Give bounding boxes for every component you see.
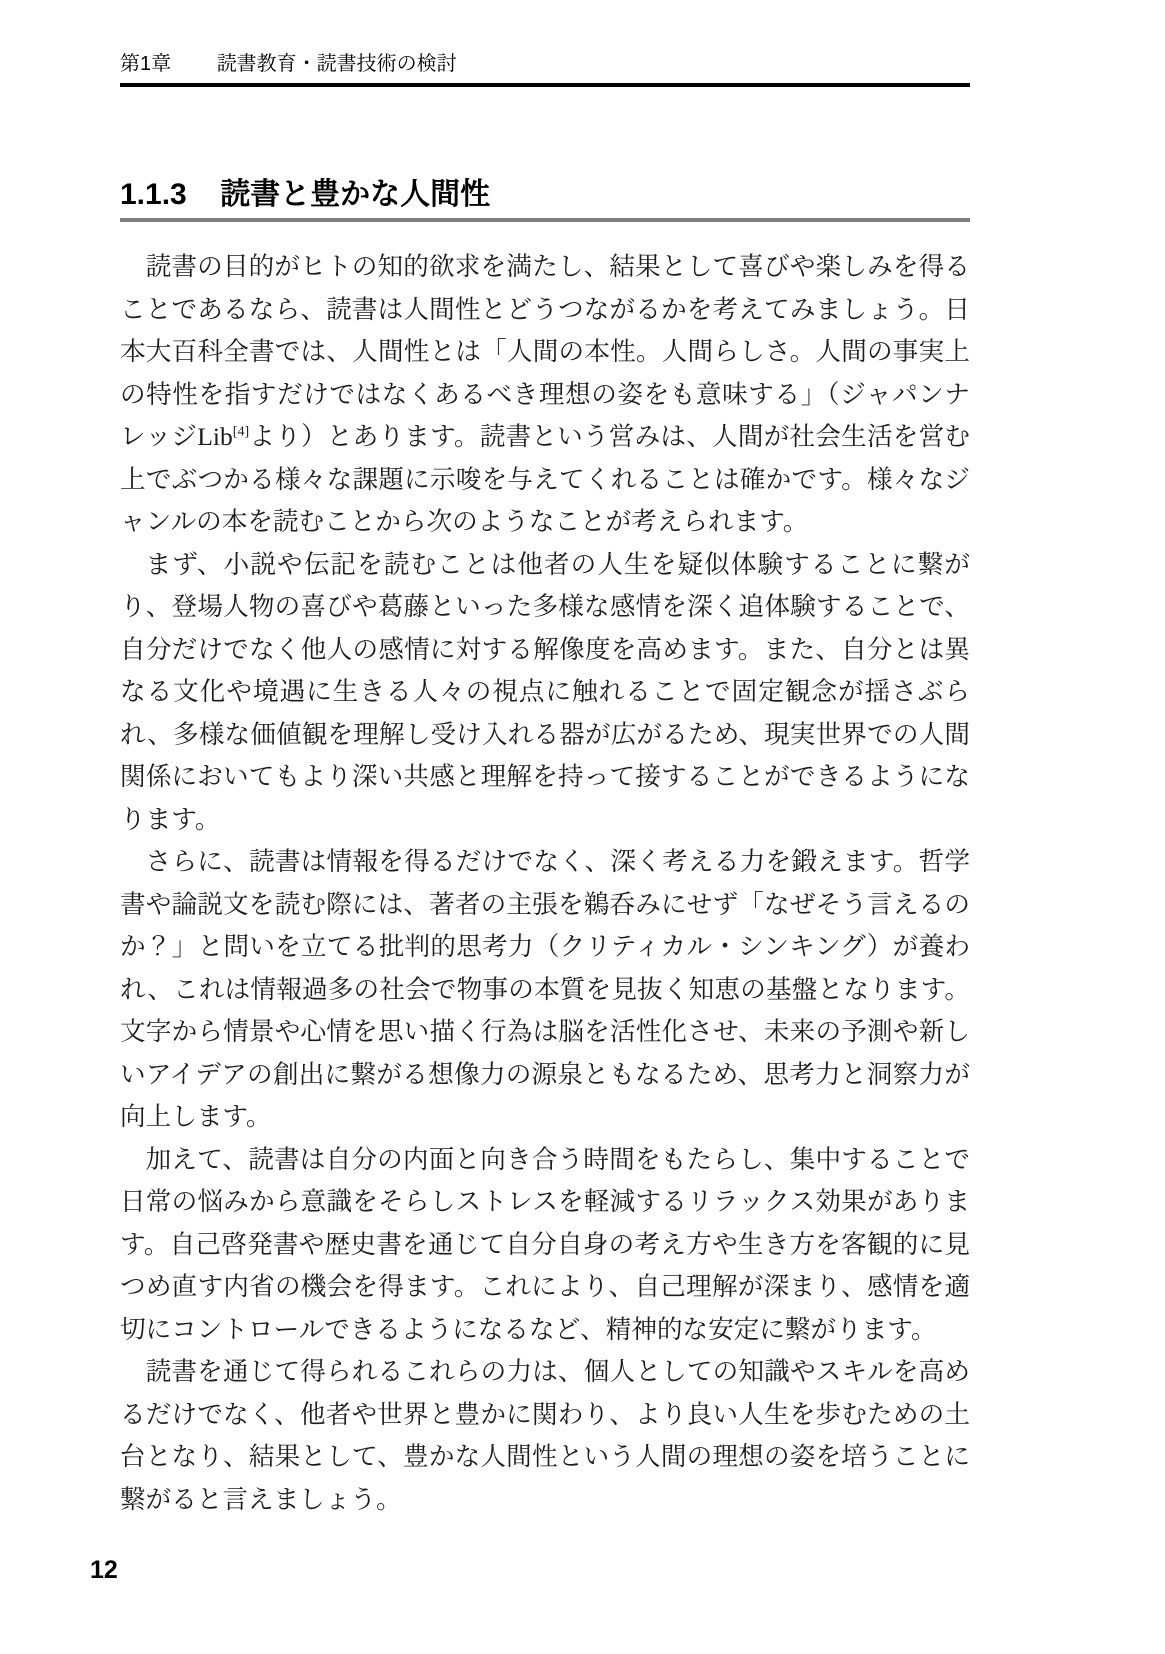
text-run: 読書の目的がヒトの知的欲求を満たし、結果として喜びや楽しみを得ることであるなら、読書は人間性とどうつながるかを考えてみましょう。日本大百科全書では、人間性とは「人間の本性。人間らしさ。人間の事実上の特性を指すだけではなくあるべき理想の姿をも意味する」（ジャパンナレッジLib: [120, 252, 970, 451]
footnote-ref: [4]: [232, 423, 250, 440]
header-rule: [120, 83, 970, 87]
text-run: より）とあります。読書という営みは、人間が社会生活を営む上でぶつかる様々な課題に示唆を与えてくれることは確かです。様々なジャンルの本を読むことから次のようなことが考えられます。: [120, 422, 971, 536]
paragraph: [120, 544, 970, 842]
text-run: 加えて、読書は自分の内面と向き合う時間をもたらし、集中することで日常の悩みから意識をそらしストレスを軽減するリラックス効果があります。自己啓発書や歴史書を通じて自分自身の考え方や生き方を客観的に見つめ直す内省の機会を得ます。これにより、自己理解が深まり、感情を適切にコントロールできるようになるなど、精神的な安定に繋がります。: [120, 1144, 970, 1344]
paragraph: [120, 1139, 970, 1352]
section-heading: [120, 178, 970, 212]
paragraph: [120, 246, 970, 544]
section-number: 1.1.3: [120, 178, 187, 211]
chapter-title: 読書教育・読書技術の検討: [216, 53, 457, 75]
running-header: [120, 52, 970, 87]
page-footer: [90, 1556, 118, 1585]
text-run: まず、小説や伝記を読むことは他者の人生を疑似体験することに繋がり、登場人物の喜びや葛藤といった多様な感情を深く追体験することで、自分だけでなく他人の感情に対する解像度を高めます。また、自分とは異なる文化や境遇に生きる人々の視点に触れることで固定観念が揺さぶられ、多様な価値観を理解し受け入れる器が広がるため、現実世界での人間関係においてもより深い共感と理解を持って接することができるようになります。: [120, 549, 970, 834]
text-run: さらに、読書は情報を得るだけでなく、深く考える力を鍛えます。哲学書や論説文を読む際には、著者の主張を鵜呑みにせず「なぜそう言えるのか？」と問いを立てる批判的思考力（クリティカル・シンキング）が養われ、これは情報過多の社会で物事の本質を見抜く知恵の基盤となります。文字から情景や心情を思い描く行為は脳を活性化させ、未来の予測や新しいアイデアの創出に繋がる想像力の源泉ともなるため、思考力と洞察力が向上します。: [120, 847, 970, 1131]
running-header-text: [120, 52, 970, 76]
body-paragraphs: [120, 246, 970, 1521]
paragraph: [120, 1351, 970, 1521]
text-run: 読書を通じて得られるこれらの力は、個人としての知識やスキルを高めるだけでなく、他者や世界と豊かに関わり、より良い人生を歩むための土台となり、結果として、豊かな人間性という人間の理想の姿を培うことに繋がると言えましょう。: [120, 1357, 970, 1514]
section-block: [120, 178, 970, 222]
section-title: 読書と豊かな人間性: [220, 178, 491, 211]
paragraph: [120, 841, 970, 1139]
chapter-label: 第1章: [120, 53, 172, 75]
page-number: 12: [90, 1556, 118, 1584]
section-rule: [120, 218, 970, 222]
